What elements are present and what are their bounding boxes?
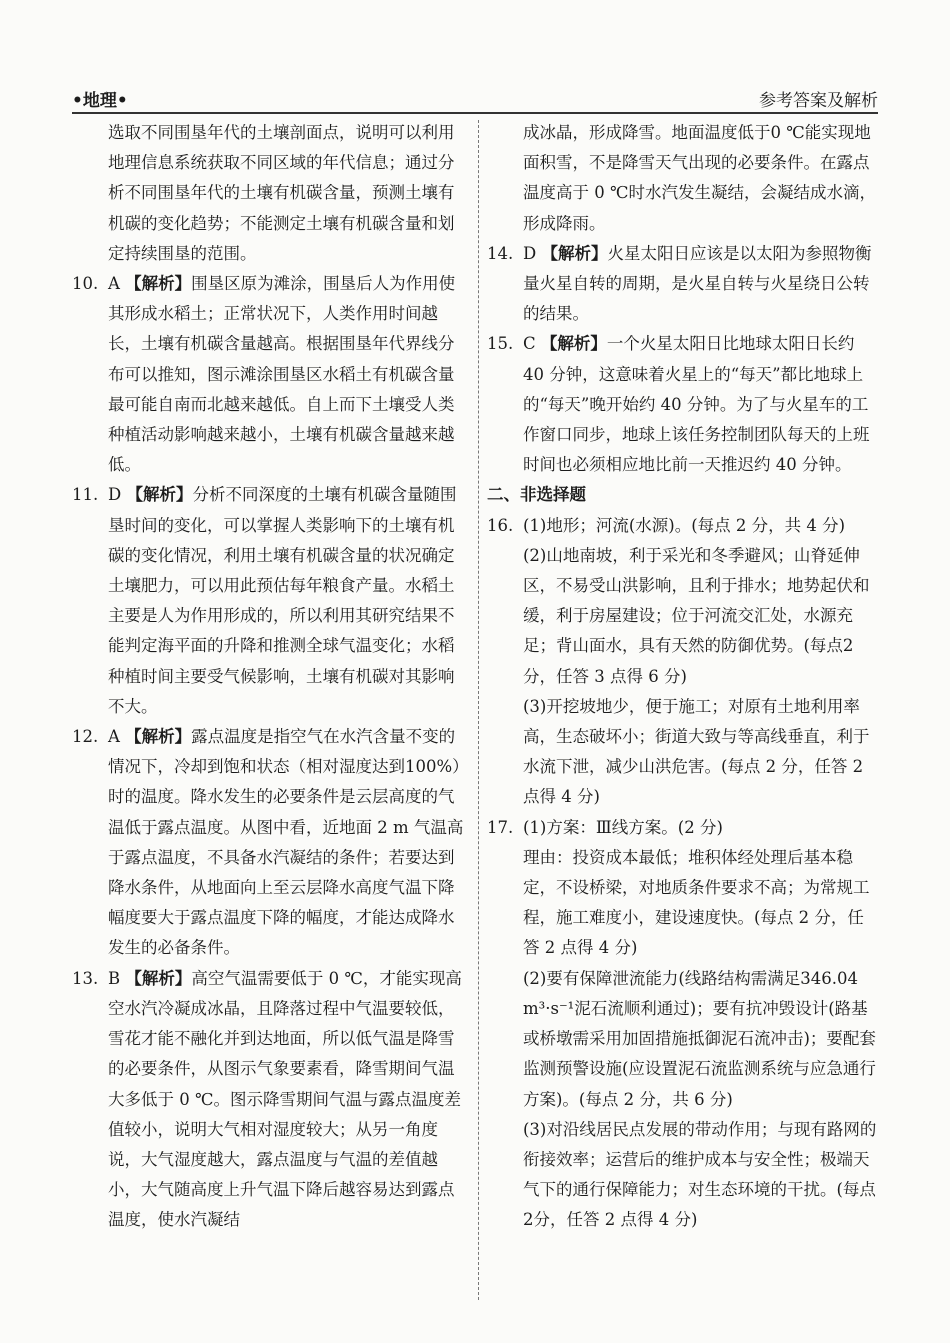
answer-letter: D (523, 243, 537, 263)
left-column (72, 118, 468, 1236)
answer-item-15 (487, 329, 879, 480)
answer-letter: C (523, 334, 536, 354)
item-number: 17. (487, 817, 514, 837)
answer-letter: A (108, 274, 120, 294)
continued-paragraph: 成冰晶，形成降雪。地面温度低于0 ℃能实现地面积雪，不是降雪天气出现的必要条件。在露点温度高于 0 ℃时水汽发生凝结，会凝结成水滴，形成降雨。 (523, 123, 876, 233)
analysis-tag: 【解析】 (126, 485, 193, 505)
section-label: 参考答案及解析 (759, 91, 878, 111)
sub-answer: (1)方案：Ⅲ线方案。(2 分) (523, 817, 723, 837)
answer-item-16 (487, 511, 879, 813)
answer-letter: D (108, 485, 122, 505)
answer-item-11 (72, 480, 468, 722)
sub-answer: (3)开挖坡地少，便于施工；对原有土地利用率高，生态破坏小；街道大致与等高线垂直，利于水流下泄，减少山洪危害。(每点 2 分，任答 2 点得 4 分) (523, 696, 870, 807)
item-number: 12. (72, 727, 99, 747)
answer-item-12 (72, 722, 468, 964)
answer-letter: B (108, 968, 121, 988)
analysis-text: 火星太阳日应该是以太阳为参照物衡量火星自转的周期，是火星自转与火星绕日公转的结果。 (523, 243, 872, 324)
answer-letter: A (108, 727, 120, 747)
sub-answer: 理由：投资成本最低；堆积体经处理后基本稳定，不设桥梁，对地质条件要求不高；为常规工程，施工难度小，建设速度快。(每点 2 分，任答 2 点得 4 分) (523, 847, 870, 958)
analysis-tag: 【解析】 (125, 727, 192, 747)
item-number: 11. (72, 485, 99, 505)
item-number: 14. (487, 243, 514, 263)
analysis-text: 围垦区原为滩涂，围垦后人为作用使其形成水稻土；正常状况下，人类作用时间越长，土壤有机碳含量越高。根据围垦年代界线分布可以推知，图示滩涂围垦区水稻土有机碳含量最可能自南而北越来越低。自上而下土壤受人类种植活动影响越来越小，土壤有机碳含量越来越低。 (108, 274, 456, 475)
answer-item-17 (487, 813, 879, 1236)
analysis-tag: 【解析】 (541, 243, 608, 263)
analysis-tag: 【解析】 (125, 968, 192, 988)
page-header (72, 86, 878, 114)
analysis-text: 一个火星太阳日比地球太阳日长约 40 分钟，这意味着火星上的“每天”都比地球上的“每天”晚开始约 40 分钟。为了与火星车的工作窗口同步，地球上该任务控制团队每天的上班时间也必须相应地比前一天推迟约 40 分钟。 (523, 334, 870, 475)
item-number: 15. (487, 334, 514, 354)
analysis-tag: 【解析】 (125, 274, 192, 294)
item-number: 13. (72, 968, 99, 988)
section-heading: 二、非选择题 (487, 485, 586, 505)
sub-answer: (3)对沿线居民点发展的带动作用；与现有路网的衔接效率；运营后的维护成本与安全性；极端天气下的通行保障能力；对生态环境的干扰。(每点 2分，任答 2 点得 4 分) (523, 1119, 877, 1230)
column-divider (478, 120, 479, 1300)
sub-answer: (2)山地南坡，利于采光和冬季避风；山脊延伸区，不易受山洪影响，且利于排水；地势起伏和缓，利于房屋建设；位于河流交汇处，水源充足；背山面水，具有天然的防御优势。(每点2分，任答 3 点得 6 分) (523, 545, 870, 686)
analysis-text: 分析不同深度的土壤有机碳含量随围垦时间的变化，可以掌握人类影响下的土壤有机碳的变化情况，利用土壤有机碳含量的状况确定土壤肥力，可以用此预估每年粮食产量。水稻土主要是人为作用形成的，所以利用其研究结果不能判定海平面的升降和推测全球气温变化；水稻种植时间主要受气候影响，土壤有机碳对其影响不大。 (108, 485, 457, 716)
analysis-text: 高空气温需要低于 0 ℃，才能实现高空水汽冷凝成冰晶，且降落过程中气温要较低，雪花才能不融化并到达地面，所以低气温是降雪的必要条件，从图示气象要素看，降雪期间气温大多低于 0 ℃。图示降雪期间气温与露点温度差值较小，说明大气相对湿度较大；从另一角度说，大气湿度越大，露点温度与气温的差值越小，大气随高度上升气温下降后越容易达到露点温度，使水汽凝结 (108, 968, 462, 1230)
continued-paragraph: 选取不同围垦年代的土壤剖面点，说明可以利用地理信息系统获取不同区域的年代信息；通过分析不同围垦年代的土壤有机碳含量，预测土壤有机碳的变化趋势；不能测定土壤有机碳含量和划定持续围垦的范围。 (108, 123, 455, 263)
answer-item-14 (487, 239, 879, 330)
item-number: 10. (72, 274, 99, 294)
answer-item-13 (72, 964, 468, 1236)
analysis-text: 露点温度是指空气在水汽含量不变的情况下，冷却到饱和状态（相对湿度达到100%）时的温度。降水发生的必要条件是云层高度的气温低于露点温度。从图中看，近地面 2 m 气温高于露点温度，不具备水汽凝结的条件；若要达到降水条件，从地面向上至云层降水高度气温下降幅度要大于露点温度下降的幅度，才能达成降水发生的必备条件。 (108, 727, 464, 958)
subject-label: •地理• (72, 91, 128, 111)
analysis-tag: 【解析】 (540, 334, 607, 354)
answer-item-10 (72, 269, 468, 480)
sub-answer: (2)要有保障泄流能力(线路结构需满足346.04 m³·s⁻¹泥石流顺利通过)；要有抗冲毁设计(路基或桥墩需采用加固措施抵御泥石流冲击)；要配套监测预警设施(应设置泥石流监测系统与应急通行方案)。(每点 2 分，共 6 分) (523, 968, 876, 1109)
item-number: 16. (487, 515, 514, 535)
right-column (487, 118, 879, 1236)
sub-answer: (1)地形；河流(水源)。(每点 2 分，共 4 分) (523, 515, 846, 535)
